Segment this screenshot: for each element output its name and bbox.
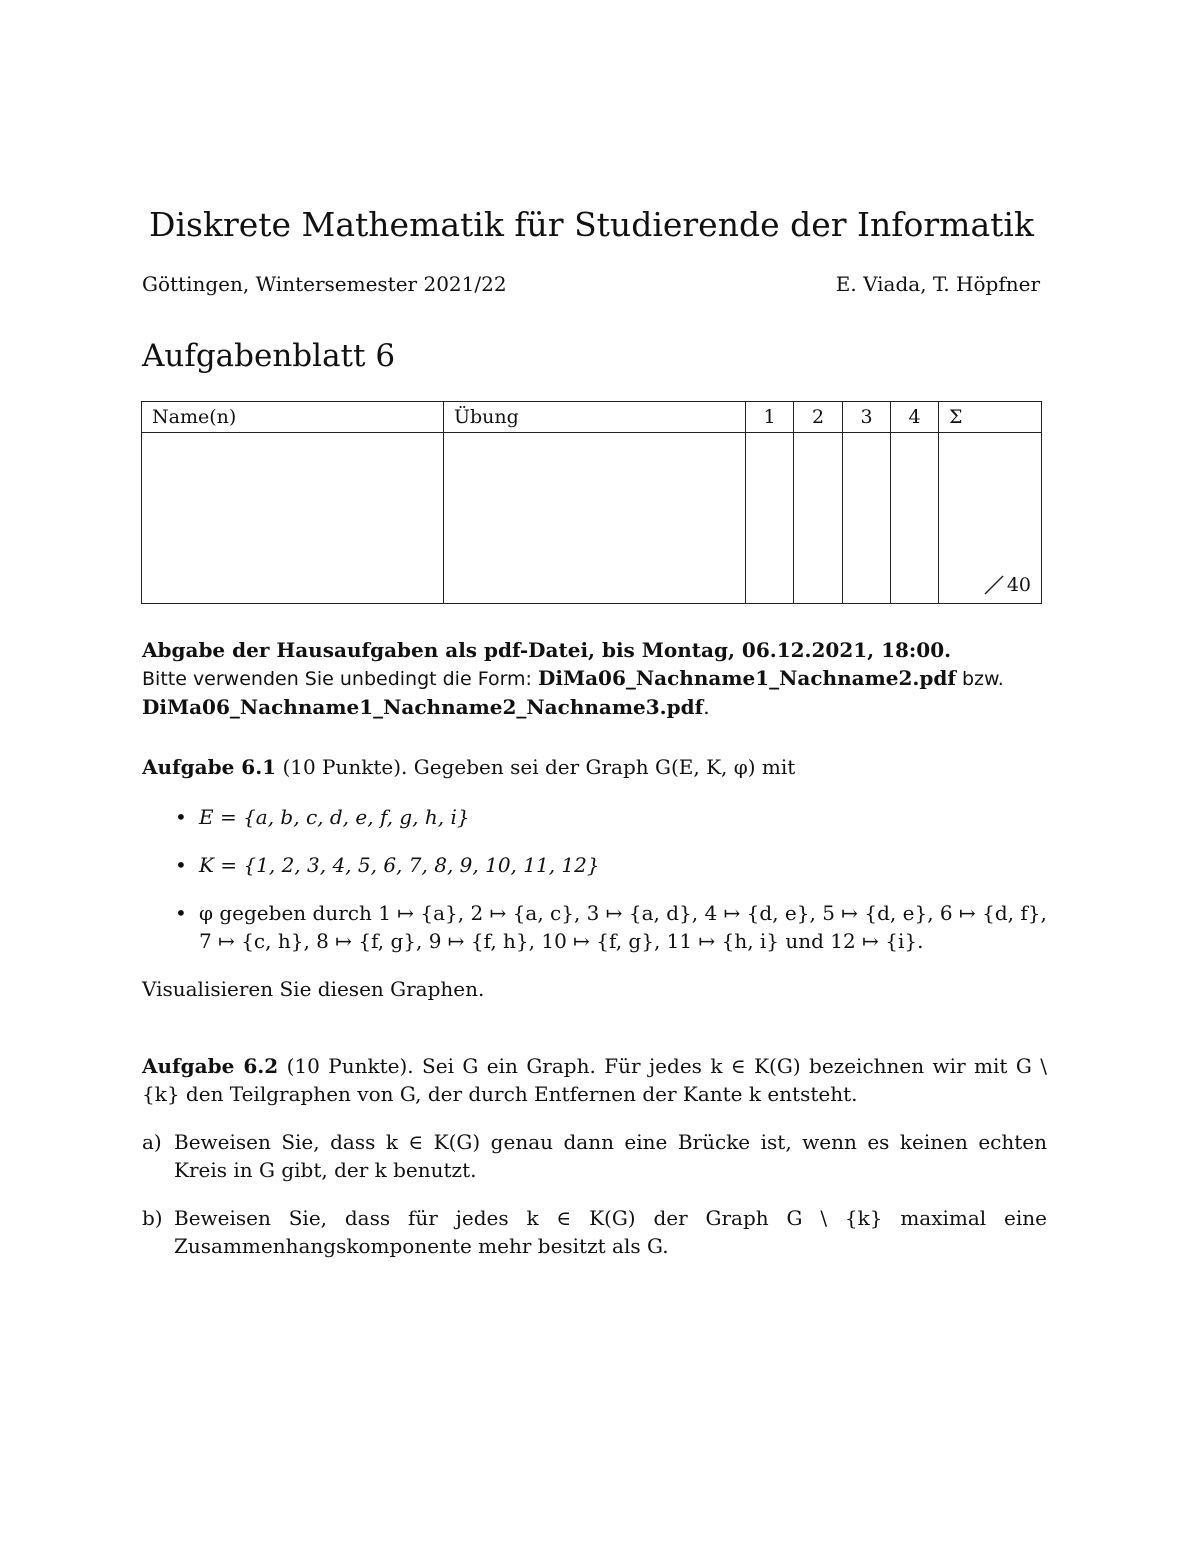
sum-cell[interactable]: [939, 433, 1042, 604]
task-6-1-label: Aufgabe 6.1: [142, 755, 277, 779]
grade-table: [141, 401, 1042, 604]
max-points: 40: [1006, 574, 1031, 596]
document-title: Diskrete Mathematik für Studierende der Informatik: [149, 205, 1034, 244]
uebung-cell[interactable]: [444, 433, 746, 604]
header-task-4: 4: [891, 402, 939, 433]
task-6-2-intro: Sei G ein Graph. Für jedes k ∈ K(G) bezeichnen wir mit G \ {k} den Teilgraphen von G, der durch Entfernen der Kante k entsteht.: [142, 1054, 1047, 1106]
vertex-set: E = {a, b, c, d, e, f, g, h, i}: [199, 805, 470, 829]
submission-format-line: [142, 664, 1047, 693]
bullet-icon: •: [175, 901, 187, 925]
task-3-cell[interactable]: [843, 433, 891, 604]
part-b-text: Beweisen Sie, dass für jedes k ∈ K(G) der Graph G \ {k} maximal eine Zusammenhangskomponente mehr besitzt als G.: [174, 1206, 1047, 1258]
grade-table-entry-row: [142, 433, 1042, 604]
authors: E. Viada, T. Höpfner: [835, 272, 1040, 296]
task-2-cell[interactable]: [794, 433, 843, 604]
bullet-icon: •: [175, 853, 187, 877]
header-task-2: 2: [794, 402, 843, 433]
edge-set: K = {1, 2, 3, 4, 5, 6, 7, 8, 9, 10, 11, 12}: [199, 853, 600, 877]
submission-deadline: Abgabe der Hausaufgaben als pdf-Datei, bis Montag, 06.12.2021, 18:00.: [142, 638, 952, 662]
submission-format-line-2: [142, 693, 1047, 721]
part-a-text: Beweisen Sie, dass k ∈ K(G) genau dann eine Brücke ist, wenn es keinen echten Kreis in G gibt, der k benutzt.: [174, 1130, 1047, 1182]
format-end: .: [703, 695, 710, 719]
filename-three: DiMa06_Nachname1_Nachname2_Nachname3.pdf: [142, 695, 704, 719]
part-a-marker: a): [142, 1130, 162, 1154]
task-6-2-heading: [142, 1052, 1047, 1108]
list-item: [142, 803, 1047, 831]
header-task-3: 3: [843, 402, 891, 433]
task-6-1-list: [142, 803, 1047, 955]
grade-table-header-row: [142, 402, 1042, 433]
task-6-1-closing: Visualisieren Sie diesen Graphen.: [142, 977, 485, 1001]
header-sum: Σ: [939, 402, 1042, 433]
task-6-1-heading: [142, 753, 1047, 781]
sheet-title: Aufgabenblatt 6: [142, 338, 396, 374]
task-6-1-points: (10 Punkte).: [282, 755, 408, 779]
task-6-1-intro: Gegeben sei der Graph G(E, K, φ) mit: [413, 755, 796, 779]
header-names: Name(n): [142, 402, 444, 433]
fraction-slash-icon: [983, 574, 1005, 596]
task-6-2: [142, 1052, 1047, 1280]
task-6-2-parts: [142, 1128, 1047, 1260]
task-6-2-label: Aufgabe 6.2: [142, 1054, 279, 1078]
location-term: Göttingen, Wintersemester 2021/22: [142, 272, 507, 296]
format-or: bzw.: [955, 668, 1004, 690]
list-item: [142, 1128, 1047, 1184]
task-6-1: [142, 753, 1047, 1003]
header-task-1: 1: [746, 402, 794, 433]
submission-block: [142, 636, 1047, 721]
bullet-icon: •: [175, 805, 187, 829]
header-uebung: Übung: [444, 402, 746, 433]
list-item: [142, 899, 1047, 955]
part-b-marker: b): [142, 1206, 163, 1230]
filename-two: DiMa06_Nachname1_Nachname2.pdf: [538, 666, 956, 690]
names-cell[interactable]: [142, 433, 444, 604]
task-1-cell[interactable]: [746, 433, 794, 604]
task-6-2-points: (10 Punkte).: [286, 1054, 414, 1078]
format-prefix: Bitte verwenden Sie unbedingt die Form:: [142, 668, 538, 690]
list-item: [142, 1204, 1047, 1260]
score-fraction: [983, 574, 1031, 596]
task-4-cell[interactable]: [891, 433, 939, 604]
incidence-map: φ gegeben durch 1 ↦ {a}, 2 ↦ {a, c}, 3 ↦ {a, d}, 4 ↦ {d, e}, 5 ↦ {d, e}, 6 ↦ {d, f}, 7 ↦ {c, h}, 8 ↦ {f, g}, 9 ↦ {f, h}, 10 ↦ {f, g}, 11 ↦ {h, i} und 12 ↦ {i}.: [199, 901, 1047, 953]
list-item: [142, 851, 1047, 879]
